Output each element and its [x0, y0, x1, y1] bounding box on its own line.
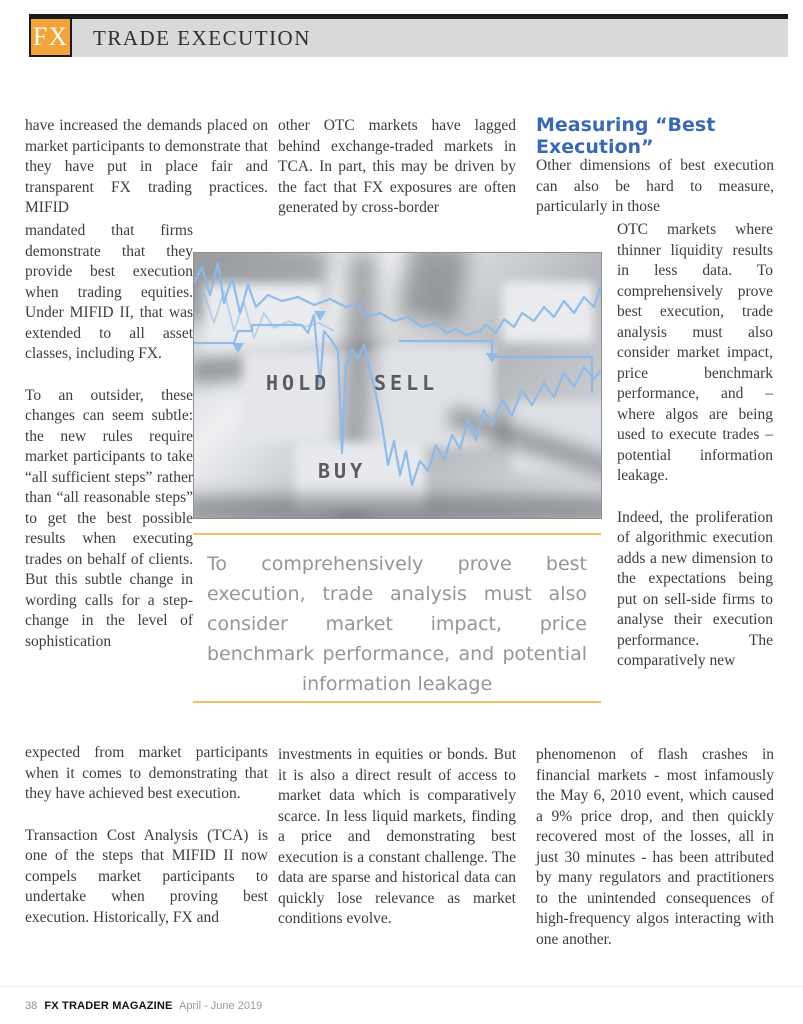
- fx-logo: [29, 17, 72, 57]
- paragraph: Transaction Cost Analysis (TCA) is one of the steps that MIFID II now compels market participants to undertake when proving best execution. Historically, FX and: [25, 826, 268, 926]
- left-column-narrow: [25, 221, 193, 652]
- fx-logo-text: FX: [32, 22, 69, 51]
- keyboard-photo: [193, 252, 602, 519]
- paragraph: Indeed, the proliferation of algorithmic execution adds a new dimension to the expectations being put on sell-side firms to analyse their execution performance. The comparatively new: [617, 508, 773, 669]
- right-column-heading: Measuring “Best Execution”: [536, 114, 716, 158]
- paragraph: OTC markets where thinner liquidity results in less data. To comprehensively prove best execution, trade analysis must also consider market impact, price benchmark performance, and – where algos are being used to execute trades – potential information leakage.: [617, 221, 773, 484]
- issue-date: April - June 2019: [179, 1000, 263, 1012]
- buy-key-label: BUY: [318, 459, 367, 483]
- right-column-bottom: [536, 745, 774, 950]
- paragraph: other OTC markets have lagged behind exchange-traded markets in TCA. In part, this may be driven by the fact that FX exposures are often generated by cross-border: [278, 117, 516, 216]
- paragraph: have increased the demands placed on market participants to demonstrate that they have put in place fair and transparent FX trading practices. MIFID: [25, 117, 268, 216]
- paragraph: phenomenon of flash crashes in financial markets - most infamously the May 6, 2010 event, which caused a 9% price drop, and then quickly recovered most of the losses, all in just 30 minutes - has been attributed by many regulators and practitioners to the unintended consequences of high-frequency algos interacting with one another.: [536, 746, 774, 948]
- page-number: 38: [25, 1000, 38, 1012]
- footer-rule: [0, 986, 803, 987]
- left-column-bottom: [25, 743, 268, 928]
- right-column-top: [536, 156, 774, 218]
- middle-column-top: [278, 116, 516, 219]
- paragraph: expected from market participants when it comes to demonstrating that they have achieved best execution.: [25, 744, 268, 802]
- pull-quote-text: To comprehensively prove best execution, trade analysis must also consider market impact, price benchmark performance, and potential information leakage: [207, 553, 587, 695]
- paragraph: To an outsider, these changes can seem subtle: the new rules require market participants to take “all sufficient steps” rather than “all reasonable steps” to get the best possible results when executing trades on behalf of clients. But this subtle change in wording calls for a step-change in the level of sophistication: [25, 386, 193, 650]
- middle-column-bottom: [278, 745, 516, 930]
- section-title: TRADE EXECUTION: [93, 26, 311, 50]
- sell-key-label: SELL: [374, 371, 439, 395]
- paragraph: mandated that firms demonstrate that they provide best execution when trading equities. Under MIFID II, that was extended to all asset classes, including FX.: [25, 222, 193, 362]
- paragraph: Other dimensions of best execution can also be hard to measure, particularly in those: [536, 157, 774, 215]
- paragraph: investments in equities or bonds. But it is also a direct result of access to market data which is comparatively scarce. In less liquid markets, finding a price and demonstrating best execution is a constant challenge. The data are sparse and historical data can quickly lose relevance as market conditions evolve.: [278, 746, 516, 927]
- hold-key-label: HOLD: [266, 371, 331, 395]
- magazine-name: FX TRADER MAGAZINE: [44, 1000, 173, 1012]
- pull-quote: [193, 533, 601, 703]
- right-column-narrow: [617, 220, 773, 672]
- page-footer: [25, 1000, 262, 1012]
- left-column-top: [25, 116, 268, 219]
